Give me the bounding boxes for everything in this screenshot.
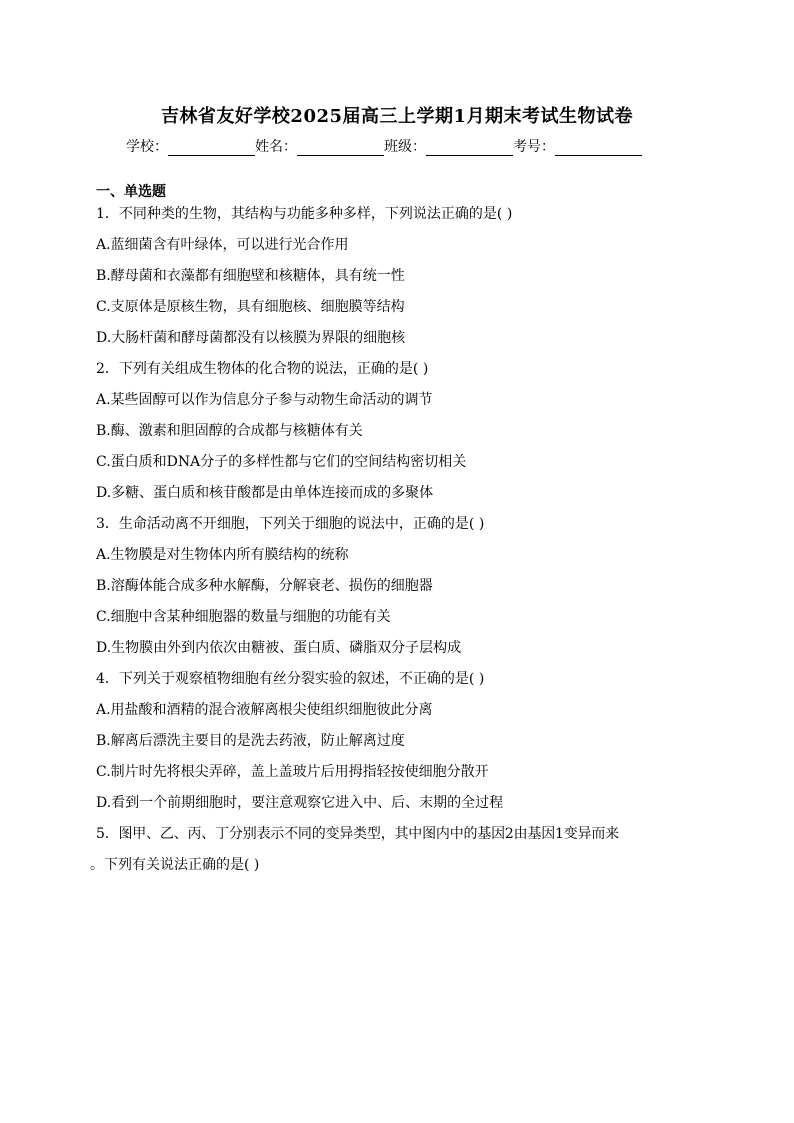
question-2-option-d: D.多糖、蛋白质和核苷酸都是由单体连接而成的多聚体 [96, 485, 434, 501]
school-label: 学校： [126, 139, 168, 155]
name-label: 姓名： [255, 139, 297, 155]
question-3-option-b: B.溶酶体能合成多种水解酶，分解衰老、损伤的细胞器 [96, 578, 433, 594]
question-1-option-d: D.大肠杆菌和酵母菌都没有以核膜为界限的细胞核 [96, 330, 406, 346]
question-3-option-d: D.生物膜由外到内依次由糖被、蛋白质、磷脂双分子层构成 [96, 640, 462, 656]
school-blank[interactable] [168, 141, 255, 156]
student-info-row [126, 136, 642, 156]
name-blank[interactable] [297, 141, 384, 156]
question-3-stem: 3．生命活动离不开细胞，下列关于细胞的说法中，正确的是( ) [96, 516, 485, 532]
question-1-option-b: B.酵母菌和衣藻都有细胞壁和核糖体，具有统一性 [96, 268, 405, 284]
question-4-option-b: B.解离后漂洗主要目的是洗去药液，防止解离过度 [96, 733, 405, 749]
question-3-option-c: C.细胞中含某种细胞器的数量与细胞的功能有关 [96, 609, 391, 625]
question-3-option-a: A.生物膜是对生物体内所有膜结构的统称 [96, 547, 349, 563]
question-2-option-b: B.酶、激素和胆固醇的合成都与核糖体有关 [96, 423, 363, 439]
question-1-option-c: C.支原体是原核生物，具有细胞核、细胞膜等结构 [96, 299, 405, 315]
class-label: 班级： [384, 139, 426, 155]
question-2-option-a: A.某些固醇可以作为信息分子参与动物生命活动的调节 [96, 392, 433, 408]
question-4-stem: 4．下列关于观察植物细胞有丝分裂实验的叙述，不正确的是( ) [96, 671, 485, 687]
number-label: 考号： [513, 139, 555, 155]
question-4-option-a: A.用盐酸和酒精的混合液解离根尖使组织细胞彼此分离 [96, 702, 433, 718]
section-heading: 一、单选题 [96, 184, 166, 200]
question-1-option-a: A.蓝细菌含有叶绿体，可以进行光合作用 [96, 237, 349, 253]
question-2-stem: 2．下列有关组成生物体的化合物的说法，正确的是( ) [96, 361, 429, 377]
number-blank[interactable] [555, 141, 642, 156]
question-5-stem-line2: 。下列有关说法正确的是( ) [90, 857, 260, 873]
question-1-stem: 1．不同种类的生物，其结构与功能多种多样，下列说法正确的是( ) [96, 206, 513, 222]
question-4-option-c: C.制片时先将根尖弄碎，盖上盖玻片后用拇指轻按使细胞分散开 [96, 764, 489, 780]
question-4-option-d: D.看到一个前期细胞时，要注意观察它进入中、后、末期的全过程 [96, 795, 504, 811]
exam-title: 吉林省友好学校2025届高三上学期1月期末考试生物试卷 [160, 106, 634, 127]
question-5-stem-line1: 5．图甲、乙、丙、丁分别表示不同的变异类型，其中图内中的基因2由基因1变异而来 [96, 826, 619, 842]
question-2-option-c: C.蛋白质和DNA分子的多样性都与它们的空间结构密切相关 [96, 454, 467, 470]
class-blank[interactable] [426, 141, 513, 156]
